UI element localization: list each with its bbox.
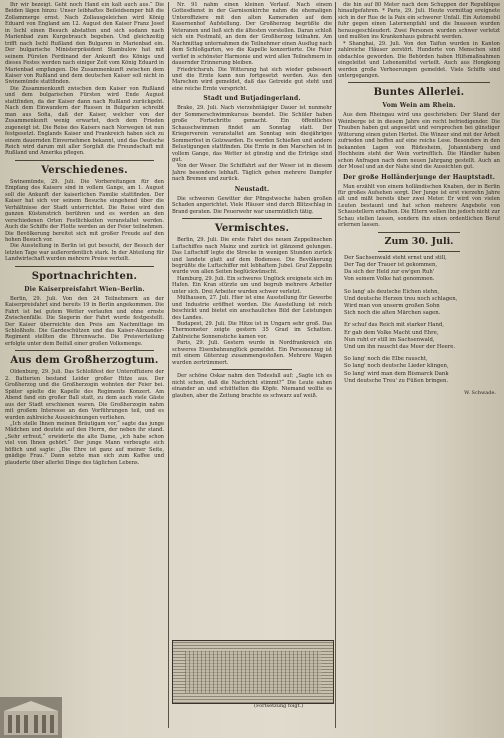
column-2: [172, 2, 332, 730]
poem-line: Er schuf das Reich mit starker Hand,: [344, 322, 444, 329]
advertisement-block: [172, 640, 334, 704]
section-heading: Vermischtes.: [214, 223, 290, 235]
article-text: Paris, 29. Juli. Gestern wurde in Nordfrankreich ein schweres Eisenbahnunglück gemeldet. Ein Personenzug ist mit einem Güterzug zusammengestoßen. Mehrere Wagen wurden zertrümmert.: [172, 340, 332, 366]
poem: [338, 255, 500, 385]
article-text: Die Zusammenkunft zwischen dem Kaiser von Rußland und dem bulgarischen Fürsten wird Ende August stattfinden, da der Kaiser dann nach Rußland zurückgeht. Nach dem Einwandern der Russen in Bulgarien schreibt man aus Sofia, daß der Kaiser, welcher von der Zusammenkunft wenig erwartet, doch dem Frieden zugeneigt ist. Die Reise des Kaisers nach Norwegen ist nun festgesetzt. Englands Kaiser und Frankreich haben sich zu einem dauernden Einvernehmen bekannt, und das Deutsche Reich wird darum mit aller Sorgfalt die Freundschaft mit Rußland und Amerika pflegen.: [5, 85, 164, 157]
library-logo: [0, 697, 62, 738]
poem-line: Und deutsche Treu' zu Füßen bringen.: [344, 377, 449, 384]
article-text: Budapest, 29. Juli. Die Hitze ist in Ungarn sehr groß. Das Thermometer zeigte gestern 35 Grad im Schatten. Zahlreiche Sonnenstiche kamen vor.: [172, 321, 332, 340]
article-text: Hamburg, 29. Juli. Ein schweres Unglück ereignete sich im Hafen. Ein Kran stürzte um und begrub mehrere Arbeiter unter sich. Drei Arbeiter wurden schwer verletzt.: [172, 275, 332, 295]
divider: [15, 350, 154, 351]
divider: [15, 160, 154, 161]
poem-line: Der Sachsenwald steht ernst und still,: [344, 254, 447, 261]
sub-heading: Stadt und Butjadingerland.: [203, 95, 301, 103]
article-text: „Ich stelle Ihnen meinen Bräutigam vor,“ sagte das junge Mädchen und deutete auf den Herrn, der neben ihr stand. „Sehr erfreut,“ erwiderte die alte Dame, „ich habe schon viel von Ihnen gehört.“ Der junge Mann verbeugte sich höflich und sagte: „Die Ehre ist ganz auf meiner Seite, gnädige Frau.“ Dann setzte man sich zum Kaffee und plauderte über allerlei Dinge des täglichen Lebens.: [5, 421, 164, 466]
poem-line: Der Tag der Trauer ist gekommen,: [344, 261, 438, 268]
continuation-note: (Fortsetzung folgt.): [254, 703, 304, 709]
poem-title: Zum 30. Juli.: [384, 235, 454, 247]
poem-line: Und deutsche Herzen treu noch schlagen,: [344, 295, 458, 302]
poem-line: So lang' noch deutsche Lieder klingen,: [344, 363, 449, 370]
poem-line: Da sich der Held zur ew'gen Ruh': [344, 269, 435, 276]
building-icon: [0, 697, 62, 738]
section-heading: Sportnachrichten.: [31, 270, 138, 282]
poem-stanza: [344, 255, 500, 284]
poem-stanza: [344, 356, 500, 385]
poem-line: So lang' als deutsche Eichen stehn,: [344, 288, 440, 295]
section-heading: Aus dem Großherzogtum.: [10, 355, 159, 367]
article-text: Man erzählt von einem holländischen Knaben, der in Berlin für großes Aufsehen sorgt. Der Junge ist erst vierzehn Jahre alt und mißt bereits über zwei Meter. Er wird von vielen Leuten bestaunt und hat schon mehrere Angebote von Schaustellern erhalten. Die Eltern wollen ihn jedoch nicht zur Schau stellen lassen, sondern ihn einen ordentlichen Beruf erlernen lassen.: [338, 183, 500, 229]
poem-line: So lang' wird man dem Bismarck Dank: [344, 370, 449, 377]
article-text: Die Ausstellung in Berlin ist gut besucht, der Besuch der letzten Tage war außerordentlich stark. In der Abteilung für Landwirtschaft wurden mehrere Preise verteilt.: [5, 243, 164, 263]
column-3: [338, 2, 500, 730]
sub-heading: Die Kaiserpreisfahrt Wien–Berlin.: [24, 285, 145, 293]
poem-line: Wird man von unserm großen Sohn: [344, 302, 440, 309]
article-text: Von der Weser. Die Schiffahrt auf der Weser ist in diesem Jahre besonders lebhaft. Täglich gehen mehrere Dampfer nach Bremen und zurück.: [172, 163, 332, 183]
article-text: Berlin, 29. Juli. Von den 24 Teilnehmern an der Kaiserpreisfahrt sind bereits 19 in Berlin angekommen. Die Fahrt ist bei gutem Wetter verlaufen und ohne ernste Zwischenfälle. Die Siegerin der Fahrt wurde festgestellt. Der Kaiser überreichte den Preis am Nachmittage im Schloßhofe. Die Gardeschützen und das Kaiser-Alexander-Regiment stellten die Ehrenwache. Die Preisverteilung erfolgte unter dem Beifall einer großen Volksmenge.: [5, 295, 164, 347]
divider: [378, 232, 460, 233]
article-text: Friedrichsruh. Die Witterung hat sich wieder gebessert und die Ernte kann nun fortgesetzt werden. Aus den Marschen wird gemeldet, daß das Getreide gut steht und eine reiche Ernte verspricht.: [172, 66, 332, 92]
sub-heading: Neustadt.: [234, 185, 270, 193]
divider: [182, 218, 322, 219]
article-text: die hin auf 80 Meter nach dem Schuppen der Republique hinaufgefahren. * Paris, 29. Juli. Heute vormittag ereignete sich in der Rue de la Paix ein schwerer Unfall. Ein Automobil fuhr gegen einen Laternenpfahl und die Insassen wurden herausgeschleudert. Zwei Personen wurden schwer verletzt und mußten ins Krankenhaus gebracht werden.: [338, 2, 500, 41]
article-text: Mülhausen, 27. Juli. Hier ist eine Ausstellung für Gewerbe und Industrie eröffnet worden. Die Ausstellung ist reich beschickt und bietet ein anschauliches Bild der Leistungen des Landes.: [172, 295, 332, 321]
sub-heading: Vom Wein am Rhein.: [382, 102, 456, 110]
poem-stanza: [344, 289, 500, 318]
article-text: Berlin, 29. Juli. Die erste Fahrt des neuen Zeppelinschen Luftschiffes nach Mainz und zurück ist glänzend gelungen. Das Luftschiff legte die Strecke in wenigen Stunden zurück und landete glatt auf dem Bodensee. Die Bevölkerung begrüßte die Luftschiffer mit lebhaftem Jubel. Graf Zeppelin wurde von allen Seiten beglückwünscht.: [172, 237, 332, 276]
poem-signature: W. Schwade.: [464, 389, 496, 396]
section-heading: Verschiedenes.: [41, 164, 128, 176]
divider: [212, 369, 292, 370]
poem-line: So lang' noch die Elbe rauscht,: [344, 356, 428, 363]
article-text: Die schweren Gewitter der Pfingstwoche haben großen Schaden angerichtet. Viele Häuser sind durch Blitzschlag in Brand geraten. Die Feuerwehr war unermüdlich tätig.: [172, 195, 332, 215]
article-text: * Shanghai, 29. Juli. Von den Taifun wurden in Kanton zahlreiche Häuser zerstört. Hunderte von Menschen sind obdachlos geworden. Die Behörden haben Hilfsmaßnahmen eingeleitet und Lebensmittel verteilt. Auch aus Hongkong werden große Verheerungen gemeldet. Viele Schiffe sind untergegangen.: [338, 40, 500, 79]
article-text: Brake, 29. Juli. Nach vierzehntägiger Dauer ist nunmehr der Sommerschwimmkursus beendet. Die Schüler haben große Fortschritte gemacht. Ein öffentliches Schauschwimmen findet am Sonntag statt. Der Kriegerverein veranstaltet am Sonntag sein diesjähriges Sommerfest in Golzwarden. Es werden Schießen und andere Belustigungen stattfinden. Die Ernte in den Marschen ist in vollem Gange, das Wetter ist günstig und die Erträge sind gut.: [172, 105, 332, 163]
advertisement-pattern: [185, 651, 321, 693]
poem-line: Von seinem Volke hat genommen.: [344, 276, 435, 283]
poem-line: Und um ihn rauscht das Meer der Heere.: [344, 343, 456, 350]
article-text: Nr. 91 nahm einen kleinen Verlauf. Nach einem Gottesdienst in der Garnisonkirche nahm die ehemaligen Unteroffiziere mit den alten Kameraden auf dem Kasernenhof Aufstellung. Der Großherzog begrüßte die Veteranen und ließ sich die ältesten vorstellen. Daran schloß sich ein Festmahl, an dem der Großherzog teilnahm. Am Nachmittag unternahmen die Teilnehmer einen Ausflug nach dem Schloßgarten, wo die Kapelle konzertierte. Die Feier verlief in schönster Harmonie und wird allen Teilnehmern in dauernder Erinnerung bleiben.: [172, 2, 332, 67]
article-text: Oldenburg, 29. Juli. Das Schloßfest der Unteroffiziere der 2. Batterien bestand Leider großer Hitze aus. Der Großherzog und die Großherzogin wohnten der Feier bei. Später spielte die Kapelle des Regiments Konzert. Am Abend fand ein großer Ball statt, zu dem auch viele Gäste aus der Stadt erschienen waren. Die Großherzogin nahm mit großem Interesse an den Vorführungen teil, und es wurden zahlreiche Auszeichnungen verliehen.: [5, 369, 164, 421]
column-1: [5, 2, 164, 730]
poem-line: Nun ruht er still im Sachsenwald,: [344, 336, 435, 343]
serial-text: Der schöne Oskar nahm den Todesfall auf: „Sagte ich es nicht schon, daß die Nachricht stimmt?“ Die Leute sahen einander an und schüttelten die Köpfe. Niemand wollte es glauben, aber die Zeitung brachte es schwarz auf weiß.: [172, 373, 332, 399]
column-divider: [335, 2, 336, 728]
divider: [378, 251, 460, 252]
poem-stanza: [344, 322, 500, 351]
divider: [348, 82, 490, 83]
section-heading: Buntes Allerlei.: [373, 87, 465, 99]
article-text: Aus dem Rheingau wird uns geschrieben: Der Stand der Weinberge ist in diesem Jahre ein recht befriedigender. Die Trauben haben gut angesetzt und versprechen bei günstiger Witterung einen guten Herbst. Die Winzer sind mit der Arbeit zufrieden und hoffen auf eine reiche Lese. Besonders in den bekannten Lagen von Rüdesheim, Johannisberg und Hochheim steht der Wein vortrefflich. Die Händler haben schon Anfragen nach dem neuen Jahrgang gestellt. Auch an der Mosel und an der Nahe sind die Aussichten gut.: [338, 112, 500, 171]
article-text: Ihr wir bezeigt. Geht noch Hand ein kalt auch aus.“ Die Beiden lägen hinzu: Unser leibhaftes Beileidsemper hiß die Zollammerge ernst. Nach Zollausgeleichen wird König Eduard von England am 12. August den Kaiser Franz Josef in Ischl einen Besuch abstatten und sich sodann nach Marienbad zum Kurgebrauch begeben. Und gleichzeitig trifft nach Ischl Rußland den Bulgaren in Marienbad ein. Der bulgarische Ministerpräsident Stambulow hat mit seinem Fürsten Ferdinand der Ankunft des Königs und dieses Festes werden nach einiger Zeit vom König Eduard in Marienbad empfangen. Die Zusammenkunft zwischen dem Kaiser von Rußland und dem deutschen Kaiser soll nicht in Swinemünde stattfinden.: [5, 2, 164, 86]
sub-heading: Der große Holländerjunge der Hauptstadt.: [343, 173, 495, 181]
divider: [15, 266, 154, 267]
poem-line: Er gab dem Volke Macht und Ehre,: [344, 329, 439, 336]
poem-line: Sich noch die alten Märchen sagen.: [344, 310, 441, 317]
column-divider: [168, 2, 169, 728]
article-text: Swinemünde, 29. Juli. Die Vorbereitungen für den Empfang des Kaisers sind in vollem Gange, am 1. August soll die Ankunft der kaiserlichen Familie stattfinden. Der Kaiser hat sich vor seinem Besuche eingehend über die Verhältnisse der Stadt unterrichtet. Die Reise wird den ganzen Küstenstrich berühren und es werden an den verschiedenen Orten Festlichkeiten veranstaltet werden. Auch die Schiffe der Flotte werden an der Feier teilnehmen. Die Bevölkerung bereitet sich mit großer Freude auf den hohen Besuch vor.: [5, 178, 164, 243]
